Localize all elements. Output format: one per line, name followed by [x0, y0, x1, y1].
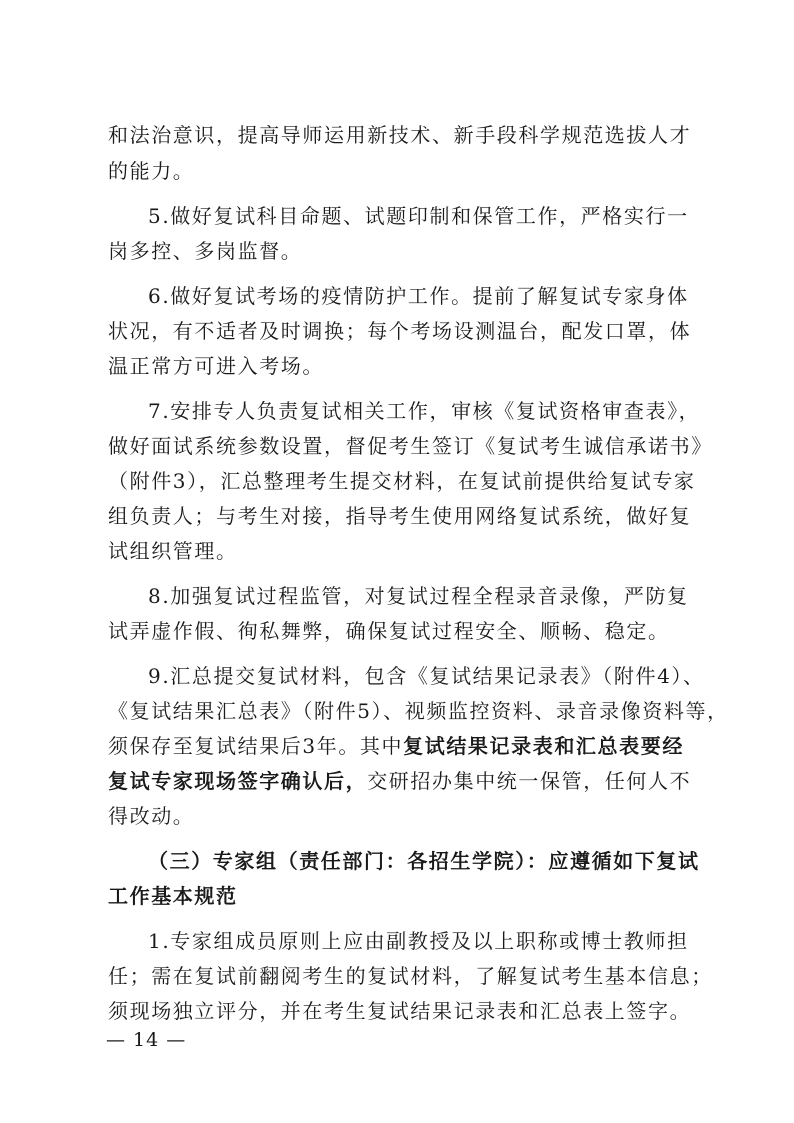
- body-line: 任；需在复试前翻阅考生的复试材料，了解复试考生基本信息；: [108, 964, 713, 988]
- body-line: 和法治意识，提高导师运用新技术、新手段科学规范选拔人才: [108, 123, 692, 147]
- body-line: 做好面试系统参数设置，督促考生签订《复试考生诚信承诺书》: [108, 434, 713, 458]
- paragraph-9-line: 9.汇总提交复试材料，包含《复试结果记录表》（附件4）、: [148, 664, 705, 688]
- body-line: （附件3），汇总整理考生提交材料，在复试前提供给复试专家: [108, 469, 696, 493]
- body-line: 组负责人；与考生对接，指导考生使用网络复试系统，做好复: [108, 504, 692, 528]
- body-text: 须保存至复试结果后3年。其中: [108, 734, 404, 758]
- paragraph-7-line: 7.安排专人负责复试相关工作，审核《复试资格审查表》，: [148, 399, 701, 423]
- body-line: 状况，有不适者及时调换；每个考场设测温台，配发口罩，体: [108, 319, 692, 343]
- paragraph-8-line: 8.加强复试过程监管，对复试过程全程录音录像，严防复: [148, 584, 689, 608]
- body-line: 温正常方可进入考场。: [108, 354, 324, 378]
- bold-emphasis: 复试结果记录表和汇总表要经: [403, 734, 684, 758]
- paragraph-1-line: 1.专家组成员原则上应由副教授及以上职称或博士教师担: [148, 929, 689, 953]
- body-line: 得改动。: [108, 804, 195, 828]
- body-line: 的能力。: [108, 159, 195, 183]
- section-heading: （三）专家组（责任部门：各招生学院）：应遵循如下复试: [148, 849, 700, 873]
- body-line: 须现场独立评分，并在考生复试结果记录表和汇总表上签字。: [108, 999, 692, 1023]
- page-number: — 14 —: [106, 1029, 187, 1051]
- section-heading: 工作基本规范: [108, 884, 238, 908]
- body-line: 《复试结果汇总表》（附件5）、视频监控资料、录音录像资料等，: [108, 699, 729, 723]
- body-line: 试组织管理。: [108, 539, 238, 563]
- body-line: 岗多控、多岗监督。: [108, 239, 303, 263]
- body-line: 试弄虚作假、徇私舞弊，确保复试过程安全、顺畅、稳定。: [108, 619, 670, 643]
- bold-emphasis: 复试专家现场签字确认后，: [108, 769, 368, 793]
- body-text: 交研招办集中统一保管，任何人不: [367, 769, 692, 793]
- paragraph-6-line: 6.做好复试考场的疫情防护工作。提前了解复试专家身体: [148, 284, 689, 308]
- paragraph-5-line: 5.做好复试科目命题、试题印制和保管工作，严格实行一: [148, 204, 689, 228]
- body-line-mixed: [108, 733, 688, 759]
- body-line-mixed: [108, 768, 692, 794]
